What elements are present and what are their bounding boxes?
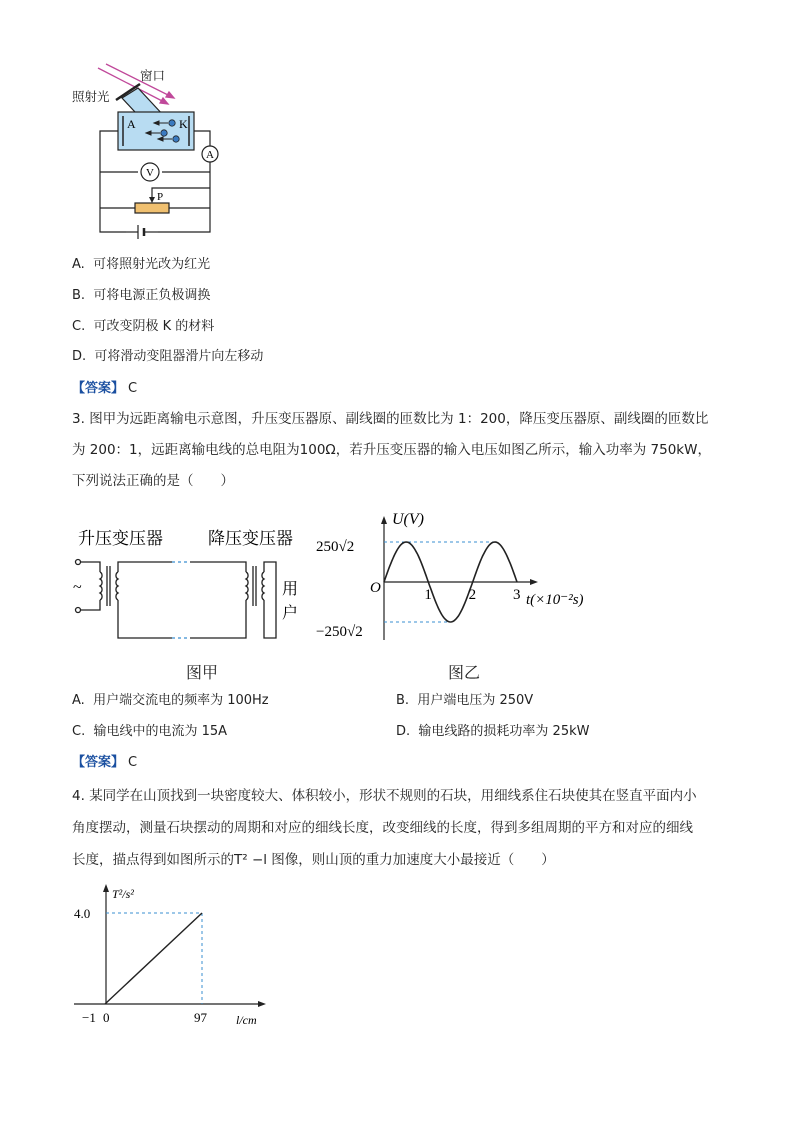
t2-xlabel: l/cm bbox=[236, 1013, 257, 1027]
cathode-label: K bbox=[179, 117, 188, 131]
sine-ytick-bottom: −250√2 bbox=[316, 624, 363, 640]
sine-xlabel: t(×10⁻²s) bbox=[526, 592, 584, 608]
step-down-label: 降压变压器 bbox=[208, 529, 293, 548]
t2-xtick-0: 0 bbox=[103, 1010, 110, 1025]
sine-origin: O bbox=[370, 580, 381, 596]
q2-answer: 【答案】 C bbox=[72, 381, 138, 396]
t2-ytick: 4.0 bbox=[74, 906, 91, 921]
t2-l-graph bbox=[66, 882, 276, 1032]
voltmeter-label: V bbox=[146, 167, 154, 179]
q2-option-a[interactable]: A. 可将照射光改为红光 bbox=[72, 257, 211, 272]
q2-option-c[interactable]: C. 可改变阴极 K 的材料 bbox=[72, 319, 215, 334]
ammeter-label: A bbox=[206, 149, 214, 161]
t2-xtick-neg1: −1 bbox=[82, 1010, 96, 1025]
q3-option-c[interactable]: C. 输电线中的电流为 15A bbox=[72, 724, 228, 739]
caption-jia: 图甲 bbox=[186, 663, 219, 682]
t2-data-line bbox=[105, 913, 202, 1004]
sine-xtick-3: 3 bbox=[513, 587, 521, 603]
step-up-label: 升压变压器 bbox=[78, 529, 163, 548]
t2-ylabel: T²/s² bbox=[112, 887, 134, 901]
q3-option-d[interactable]: D. 输电线路的损耗功率为 25kW bbox=[396, 724, 590, 739]
q3-question: 3. 图甲为远距离输电示意图，升压变压器原、副线圈的匝数比为 1：200，降压变压器原、副线圈的匝数比 为 200：1，远距离输电线的总电阻为100Ω，若升压变压器的输入电压如图乙所示，输入功率为 750kW， 下列说法正确的是（ ） bbox=[72, 411, 711, 489]
caption-yi: 图乙 bbox=[448, 663, 481, 682]
voltage-sine-graph bbox=[312, 500, 612, 650]
sine-ylabel: U(V) bbox=[392, 511, 424, 528]
light-label: 照射光 bbox=[72, 89, 110, 104]
anode-label: A bbox=[127, 117, 136, 131]
q2-option-d[interactable]: D. 可将滑动变阻器滑片向左移动 bbox=[72, 349, 264, 364]
transmission-circuit bbox=[76, 560, 277, 639]
sine-xtick-1: 1 bbox=[424, 587, 432, 603]
sine-xtick-2: 2 bbox=[468, 587, 477, 603]
ac-source-icon: ~ bbox=[73, 579, 82, 596]
slider-label: P bbox=[157, 191, 164, 203]
battery-icon bbox=[126, 225, 158, 239]
t2-xtick-97: 97 bbox=[194, 1010, 207, 1025]
rheostat-icon bbox=[135, 203, 169, 213]
transmission-diagram bbox=[68, 520, 318, 660]
q4-question: 4. 某同学在山顶找到一块密度较大、体积较小，形状不规则的石块，用细线系住石块使其在竖直平面内小 角度摆动，测量石块摆动的周期和对应的细线长度，改变细线的长度，得到多组周期的平方和对应的细线 长度，描点得到如图所示的T² −l 图像，则山顶的重力加速度大小最接近（ ） bbox=[72, 788, 697, 868]
q3-option-a[interactable]: A. 用户端交流电的频率为 100Hz bbox=[72, 693, 269, 708]
q3-option-b[interactable]: B. 用户端电压为 250V bbox=[396, 693, 534, 708]
user-label-2: 户 bbox=[282, 605, 299, 622]
transmission-line-gap bbox=[172, 562, 190, 638]
q3-answer: 【答案】 C bbox=[72, 755, 138, 770]
sine-ytick-top: 250√2 bbox=[316, 539, 355, 555]
window-label: 窗口 bbox=[140, 68, 166, 83]
user-label-1: 用 bbox=[282, 581, 299, 598]
q2-option-b[interactable]: B. 可将电源正负极调换 bbox=[72, 288, 211, 303]
